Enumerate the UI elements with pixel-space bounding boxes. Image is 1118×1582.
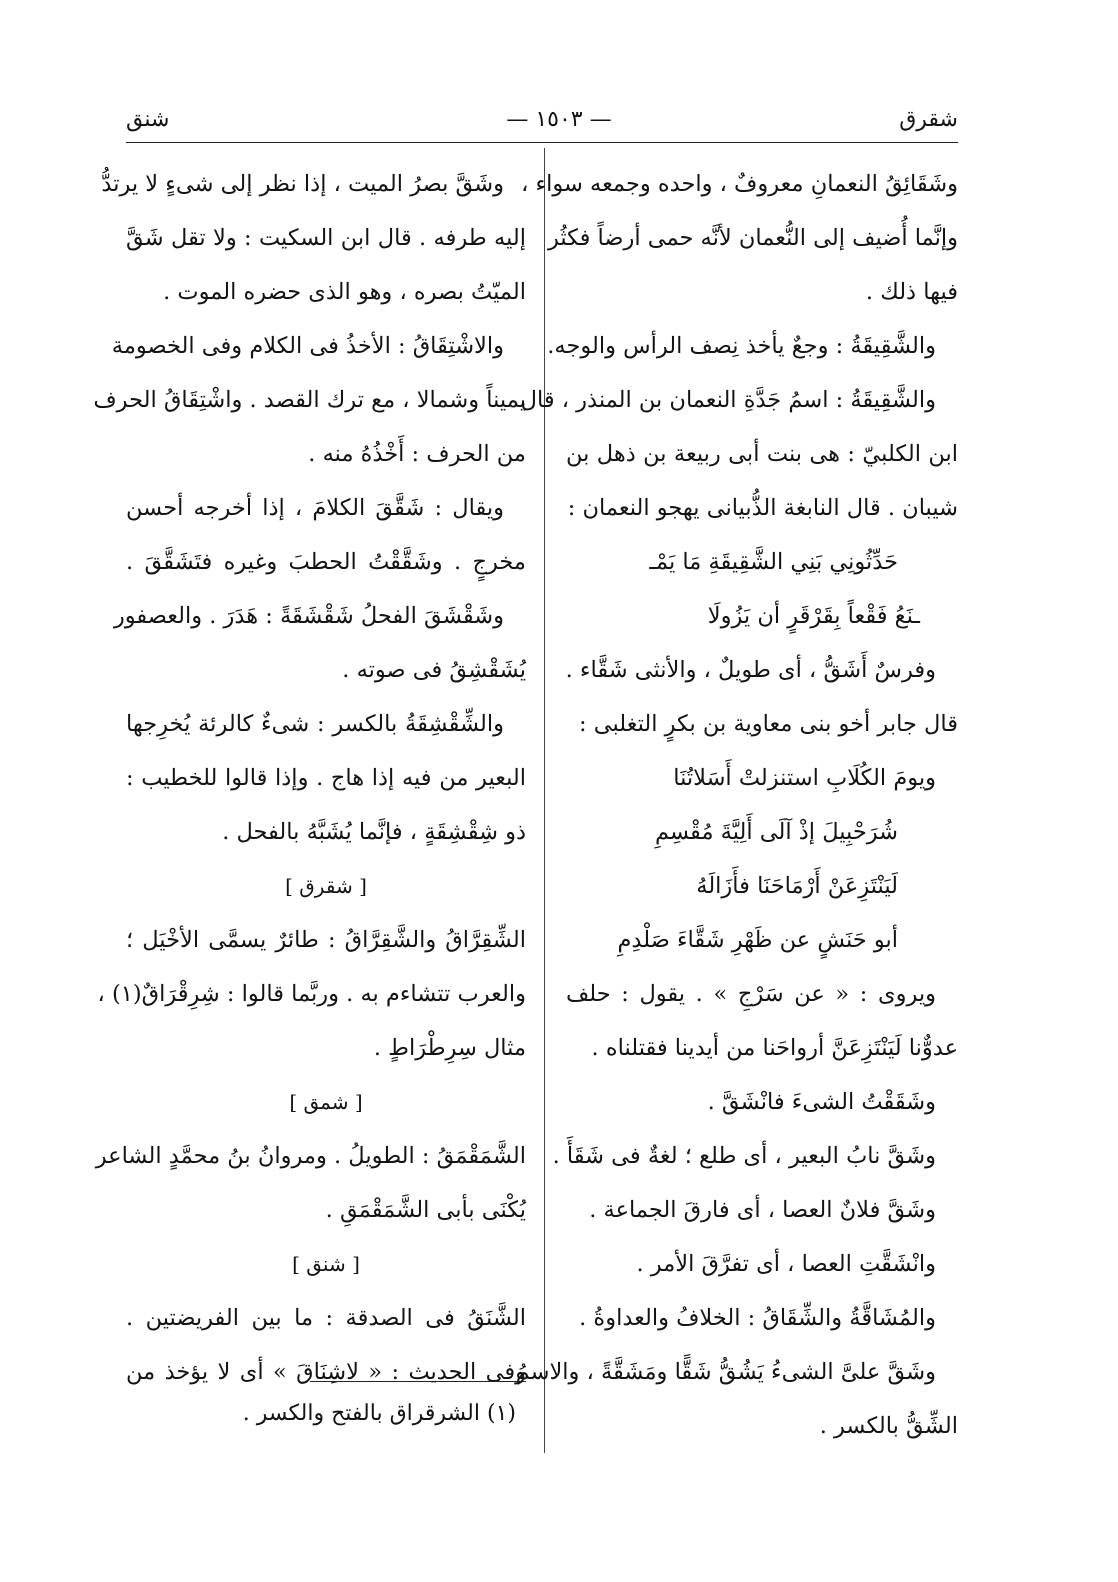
- text-line: البعير من فيه إذا هاج . وإذا قالوا للخطيب :: [126, 765, 526, 791]
- text-line: وشَقَقْتُ الشىءَ فانْشَقَّ .: [707, 1089, 936, 1115]
- entry-heading: [ شقرق ]: [285, 874, 367, 898]
- text-line: مخرجٍ . وشَقَّقْتُ الحطبَ وغيره فتَشَقَّقَ .: [126, 549, 526, 575]
- text-line: فيها ذلك .: [865, 279, 958, 305]
- text-line: وشَقَّ بصرُ الميت ، إذا نظر إلى شىءٍ لا يرتدُّ: [101, 171, 504, 197]
- text-line: إليه طرفه . قال ابن السكيت : ولا تقل شَقَّ: [126, 225, 526, 251]
- text-line: وشَقْشَقَ الفحلُ شَقْشَقَةً : هَدَرَ . والعصفور: [113, 603, 504, 629]
- text-line: ذو شِقْشِقَةٍ ، فإنَّما يُشَبَّهُ بالفحل .: [222, 819, 526, 845]
- text-line: وشَقَّ فلانٌ العصا ، أى فارقَ الجماعة .: [589, 1197, 936, 1223]
- text-line: والمُشَاقَّةُ والشِّقَاقُ : الخلافُ والعداوةُ .: [579, 1305, 936, 1331]
- text-line: وشَقَّ علىَّ الشىءُ يَشُقُّ شَقًّا ومَشَقَّةً ، والاسمُ: [515, 1359, 936, 1385]
- text-line: مثال سِرِطْرَاطٍ .: [373, 1035, 526, 1061]
- left-column: [93, 157, 526, 1399]
- page-number: — ١٥٠٣ —: [506, 107, 612, 132]
- text-line: والشِّقْشِقَةُ بالكسر : شىءٌ كالرئة يُخرِجها: [126, 711, 504, 737]
- text-line: الميّتُ بصره ، وهو الذى حضره الموت .: [163, 279, 526, 305]
- text-line: وشَقَّ نابُ البعير ، أى طلع ؛ لغةٌ فى شَقَأَ .: [552, 1143, 936, 1169]
- text-line: الشَّمَقْمَقُ : الطويلُ . ومروانُ بنُ محمَّدٍ الشاعر: [95, 1143, 526, 1169]
- entry-heading: [ شنق ]: [292, 1252, 360, 1276]
- text-line: والعرب تتشاءم به . وربَّما قالوا : شِرِقْرَاقٌ(١) ،: [97, 981, 526, 1007]
- running-head-left: شنق: [126, 107, 170, 132]
- column-divider: [544, 148, 545, 1453]
- text-line: عدوٌّنا لَيَنْتَزِعَنَّ أرواحَنا من أيدينا فقتلناه .: [591, 1035, 958, 1061]
- text-line: يميناً وشمالا ، مع ترك القصد . واشْتِقَاقُ الحرف: [93, 387, 526, 413]
- verse-line: حَدِّثُونِي بَنِي الشَّقِيقَةِ مَا يَمْـ: [649, 549, 898, 575]
- entry-heading: [ شمق ]: [289, 1090, 363, 1114]
- text-line: والشَّقِيقَةُ : وجعٌ يأخذ نِصف الرأس والوجه.: [547, 333, 936, 359]
- running-head-right: شقرق: [899, 107, 958, 132]
- text-line: وفرسٌ أَشَقُّ ، أى طويلٌ ، والأنثى شَقَّاء .: [565, 657, 936, 683]
- footnote: (١) الشرقراق بالفتح والكسر .: [242, 1401, 516, 1426]
- text-line: وشَقَائِقُ النعمانِ معروفٌ ، واحده وجمعه سواء ،: [521, 171, 958, 197]
- text-line: والشَّقِيقَةُ : اسمُ جَدَّةِ النعمان بن المنذر ، قال: [520, 387, 936, 413]
- text-line: والاشْتِقَاقُ : الأخذُ فى الكلام وفى الخصومة: [111, 333, 504, 359]
- verse-line: ـنَعُ فَقْعاً بِقَرْقَرٍ أن يَزُولَا: [707, 603, 920, 629]
- text-line: الشِّقُّ بالكسر .: [819, 1413, 958, 1439]
- text-line: وفى الحديث : « لاشِنَاقَ » أى لا يؤخذ من: [126, 1359, 526, 1385]
- verse-line: لَيَنْتَزِعَنْ أَرْمَاحَنَا فأَزَالَهُ: [696, 873, 898, 899]
- text-line: الشَّنَقُ فى الصدقة : ما بين الفريضتين .: [126, 1305, 526, 1331]
- text-line: يُكْنَى بأبى الشَّمَقْمَقِ .: [325, 1197, 526, 1223]
- text-line: شيبان . قال النابغة الذُّبيانى يهجو النعمان :: [567, 495, 958, 521]
- header-rule: [126, 142, 958, 143]
- verse-line: أبو حَنَشٍ عن ظَهْرِ شَقَّاءَ صَلْدِمِ: [617, 927, 898, 953]
- text-line: ويقال : شَقَّقَ الكلامَ ، إذا أخرجه أحسن: [126, 495, 504, 521]
- text-line: قال جابر أخو بنى معاوية بن بكرٍ التغلبى :: [579, 711, 958, 737]
- verse-line: ويومَ الكُلَابِ استنزلتْ أَسَلاتُنَا: [673, 765, 936, 791]
- right-column: [515, 157, 958, 1453]
- text-line: الشِّقِرَّاقُ والشَّقِرَّاقُ : طائرٌ يسمَّى الأخْيَل ؛: [126, 927, 526, 953]
- verse-line: شُرَحْبِيلَ إذْ آلَى أَلِيَّةَ مُقْسِمِ: [655, 819, 898, 845]
- text-line: وإنَّما أُضيف إلى النُّعمان لأنَّه حمى أرضاً فكثُر: [547, 225, 958, 251]
- text-line: ابن الكلبيّ : هى بنت أبى ربيعة بن ذهل بن: [566, 441, 958, 467]
- text-line: يُشَقْشِقُ فى صوته .: [342, 657, 526, 683]
- text-line: ويروى : « عن سَرْجِ » . يقول : حلف: [566, 981, 936, 1007]
- text-line: وانْشَقَّتِ العصا ، أى تفرَّقَ الأمر .: [636, 1251, 936, 1277]
- footnote-rule: [310, 1381, 526, 1382]
- text-line: من الحرف : أَخْذُهُ منه .: [308, 441, 526, 467]
